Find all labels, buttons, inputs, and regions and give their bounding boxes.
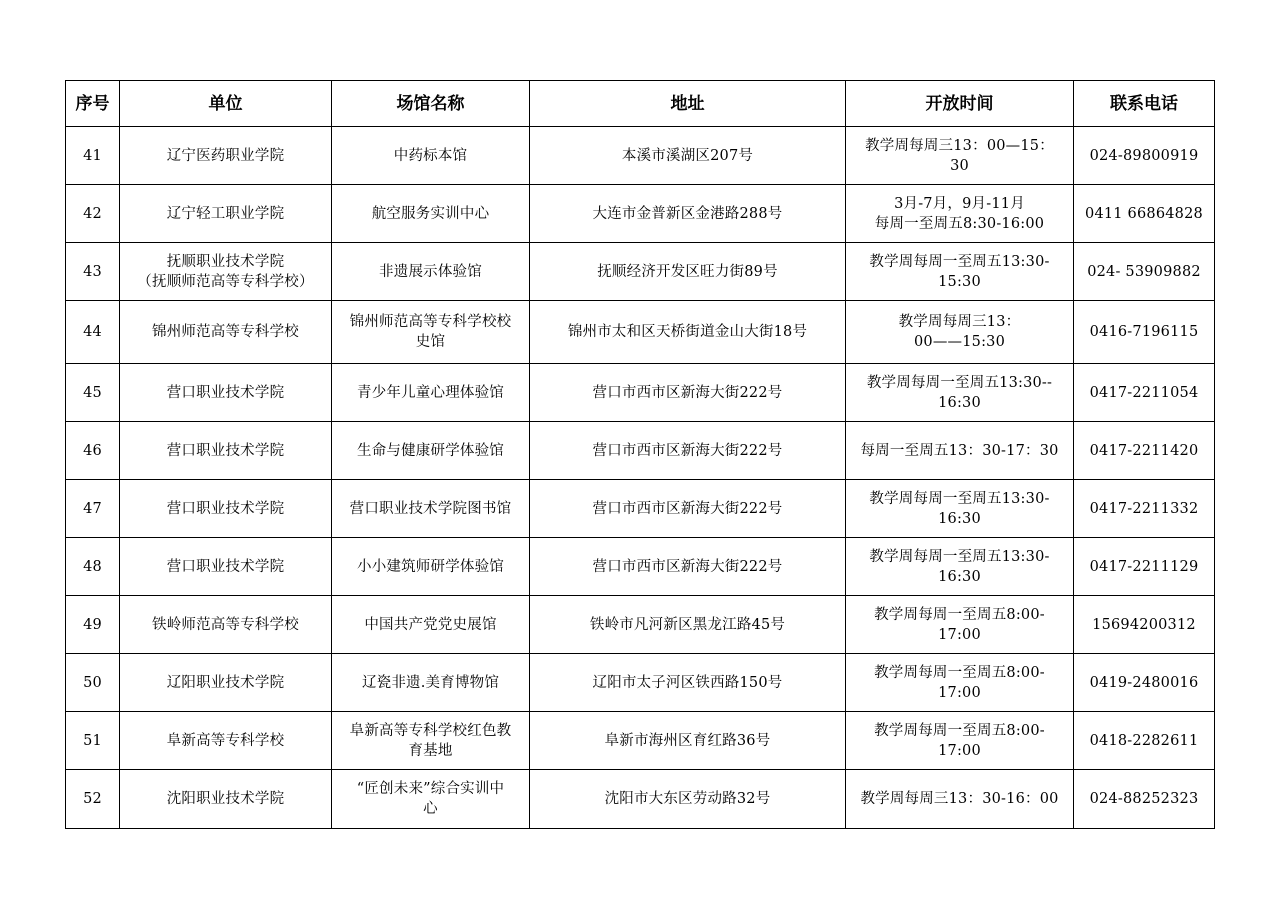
- table-row: [66, 538, 1215, 596]
- cell-unit: 沈阳职业技术学院: [120, 770, 332, 829]
- cell-phone: 024- 53909882: [1074, 243, 1215, 301]
- table-row: [66, 422, 1215, 480]
- table-row: [66, 364, 1215, 422]
- cell-seq: 44: [66, 301, 120, 364]
- cell-phone: 0417-2211420: [1074, 422, 1215, 480]
- cell-address: 锦州市太和区天桥街道金山大街18号: [530, 301, 846, 364]
- cell-seq: 46: [66, 422, 120, 480]
- cell-address: 抚顺经济开发区旺力街89号: [530, 243, 846, 301]
- table-row: [66, 712, 1215, 770]
- cell-phone: 0411 66864828: [1074, 185, 1215, 243]
- cell-hours: 教学周每周一至周五8:00- 17:00: [846, 596, 1074, 654]
- cell-hours: 每周一至周五13：30-17：30: [846, 422, 1074, 480]
- cell-address: 铁岭市凡河新区黑龙江路45号: [530, 596, 846, 654]
- cell-address: 营口市西市区新海大街222号: [530, 538, 846, 596]
- table-row: [66, 654, 1215, 712]
- cell-seq: 42: [66, 185, 120, 243]
- cell-phone: 0419-2480016: [1074, 654, 1215, 712]
- cell-phone: 0417-2211332: [1074, 480, 1215, 538]
- cell-phone: 024-89800919: [1074, 127, 1215, 185]
- cell-venue: 非遗展示体验馆: [332, 243, 530, 301]
- cell-hours: 教学周每周一至周五13:30- 16:30: [846, 538, 1074, 596]
- cell-venue: 航空服务实训中心: [332, 185, 530, 243]
- header-venue: 场馆名称: [332, 81, 530, 127]
- cell-unit: 营口职业技术学院: [120, 538, 332, 596]
- cell-unit: 营口职业技术学院: [120, 422, 332, 480]
- header-phone: 联系电话: [1074, 81, 1215, 127]
- cell-hours: 教学周每周三13：00—15： 30: [846, 127, 1074, 185]
- cell-phone: 15694200312: [1074, 596, 1215, 654]
- cell-venue: 中国共产党党史展馆: [332, 596, 530, 654]
- cell-venue: 锦州师范高等专科学校校 史馆: [332, 301, 530, 364]
- cell-venue: “匠创未来”综合实训中 心: [332, 770, 530, 829]
- cell-address: 营口市西市区新海大街222号: [530, 364, 846, 422]
- cell-venue: 营口职业技术学院图书馆: [332, 480, 530, 538]
- cell-venue: 生命与健康研学体验馆: [332, 422, 530, 480]
- cell-phone: 0417-2211054: [1074, 364, 1215, 422]
- cell-seq: 51: [66, 712, 120, 770]
- cell-hours: 教学周每周一至周五13:30- 16:30: [846, 480, 1074, 538]
- cell-seq: 45: [66, 364, 120, 422]
- cell-hours: 教学周每周三13： 00——15:30: [846, 301, 1074, 364]
- table-row: [66, 127, 1215, 185]
- cell-seq: 47: [66, 480, 120, 538]
- cell-hours: 教学周每周一至周五8:00- 17:00: [846, 712, 1074, 770]
- cell-seq: 43: [66, 243, 120, 301]
- table-row: [66, 185, 1215, 243]
- cell-address: 营口市西市区新海大街222号: [530, 480, 846, 538]
- header-unit: 单位: [120, 81, 332, 127]
- cell-seq: 48: [66, 538, 120, 596]
- header-address: 地址: [530, 81, 846, 127]
- cell-address: 辽阳市太子河区铁西路150号: [530, 654, 846, 712]
- header-hours: 开放时间: [846, 81, 1074, 127]
- cell-unit: 锦州师范高等专科学校: [120, 301, 332, 364]
- cell-venue: 中药标本馆: [332, 127, 530, 185]
- cell-phone: 0417-2211129: [1074, 538, 1215, 596]
- cell-phone: 0416-7196115: [1074, 301, 1215, 364]
- cell-unit: 辽宁医药职业学院: [120, 127, 332, 185]
- cell-seq: 50: [66, 654, 120, 712]
- cell-address: 营口市西市区新海大街222号: [530, 422, 846, 480]
- table-row: [66, 301, 1215, 364]
- cell-seq: 52: [66, 770, 120, 829]
- cell-venue: 青少年儿童心理体验馆: [332, 364, 530, 422]
- cell-seq: 49: [66, 596, 120, 654]
- cell-unit: 辽阳职业技术学院: [120, 654, 332, 712]
- cell-phone: 024-88252323: [1074, 770, 1215, 829]
- venue-table: [65, 80, 1215, 829]
- cell-venue: 小小建筑师研学体验馆: [332, 538, 530, 596]
- header-row: [66, 81, 1215, 127]
- cell-unit: 阜新高等专科学校: [120, 712, 332, 770]
- header-seq: 序号: [66, 81, 120, 127]
- cell-hours: 教学周每周三13：30-16：00: [846, 770, 1074, 829]
- cell-unit: 辽宁轻工职业学院: [120, 185, 332, 243]
- cell-address: 本溪市溪湖区207号: [530, 127, 846, 185]
- cell-unit: 铁岭师范高等专科学校: [120, 596, 332, 654]
- cell-hours: 教学周每周一至周五13:30-- 16:30: [846, 364, 1074, 422]
- cell-address: 大连市金普新区金港路288号: [530, 185, 846, 243]
- cell-unit: 抚顺职业技术学院 （抚顺师范高等专科学校）: [120, 243, 332, 301]
- cell-phone: 0418-2282611: [1074, 712, 1215, 770]
- cell-venue: 阜新高等专科学校红色教 育基地: [332, 712, 530, 770]
- cell-hours: 教学周每周一至周五13:30- 15:30: [846, 243, 1074, 301]
- cell-unit: 营口职业技术学院: [120, 480, 332, 538]
- table-row: [66, 770, 1215, 829]
- table-row: [66, 596, 1215, 654]
- cell-hours: 3月-7月，9月-11月 每周一至周五8:30-16:00: [846, 185, 1074, 243]
- cell-seq: 41: [66, 127, 120, 185]
- table-row: [66, 243, 1215, 301]
- cell-hours: 教学周每周一至周五8:00- 17:00: [846, 654, 1074, 712]
- cell-venue: 辽瓷非遗.美育博物馆: [332, 654, 530, 712]
- cell-address: 沈阳市大东区劳动路32号: [530, 770, 846, 829]
- cell-address: 阜新市海州区育红路36号: [530, 712, 846, 770]
- cell-unit: 营口职业技术学院: [120, 364, 332, 422]
- table-row: [66, 480, 1215, 538]
